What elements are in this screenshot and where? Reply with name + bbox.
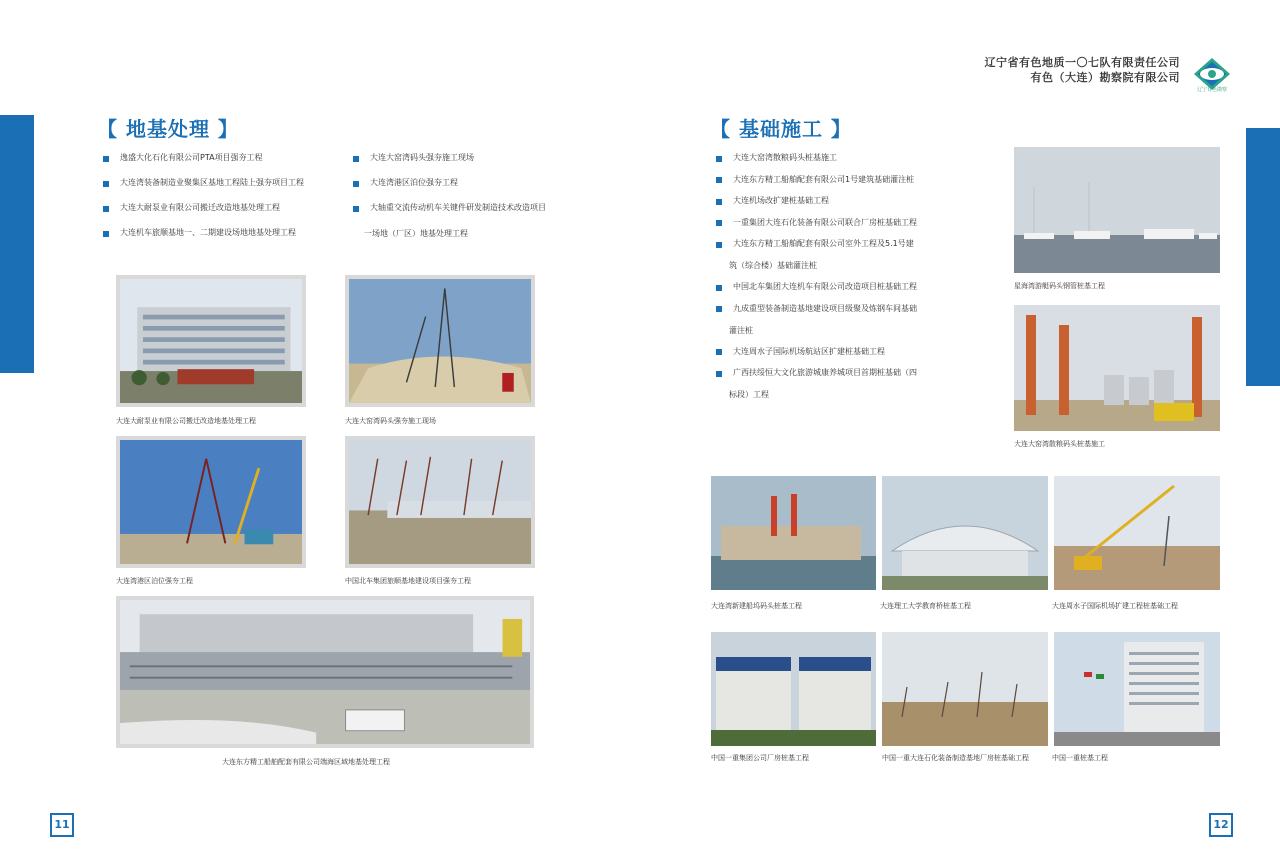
photo-dynamic-compaction-site <box>345 275 535 407</box>
photo-caption: 大连大窑湾码头强夯施工现场 <box>345 417 436 425</box>
photo-caption: 中国一重集团公司厂房桩基工程 <box>711 754 809 762</box>
foundation-treatment-list-col2 <box>353 152 546 215</box>
photo-caption: 中国北车集团旅顺基地建设项目强夯工程 <box>345 577 471 585</box>
photo-cfhi-office-tower <box>1054 632 1220 746</box>
section-title-foundation-construction: 【 基础施工 】 <box>710 117 852 141</box>
list-item-continuation: 一场地（厂区）地基处理工程 <box>364 229 468 238</box>
photo-caption: 大连大耐泵业有限公司搬迁改造地基处理工程 <box>116 417 256 425</box>
company-name-line1: 辽宁省有色地质一〇七队有限责任公司 <box>984 56 1180 69</box>
list-item: 大连大耐泵业有限公司搬迁改造地基处理工程 <box>103 202 304 215</box>
list-item: 大连东方精工船舶配套有限公司室外工程及5.1号建 <box>716 238 917 251</box>
list-item: 大连湾装备制造业聚集区基地工程陆上强夯项目工程 <box>103 177 304 190</box>
photo-cfhi-plant <box>711 632 876 746</box>
photo-caption: 大连湾新建船坞码头桩基工程 <box>711 602 802 610</box>
list-item: 大连周水子国际机场航站区扩建桩基础工程 <box>716 346 917 359</box>
list-item: 大连机车旅顺基地一、二期建设场地地基处理工程 <box>103 227 304 240</box>
photo-caption: 中国一重桩基工程 <box>1052 754 1108 762</box>
list-item: 逸盛大化石化有限公司PTA项目强夯工程 <box>103 152 304 165</box>
list-item: 大连大窑湾散粮码头桩基施工 <box>716 152 917 165</box>
logo-caption: 辽宁有色勘察 <box>1196 87 1227 93</box>
photo-caption: 大连理工大学教育桥桩基工程 <box>880 602 971 610</box>
photo-new-dock <box>711 476 876 590</box>
list-item: 大连湾港区泊位强夯工程 <box>353 177 546 190</box>
photo-caption: 中国一重大连石化装备制造基地厂房桩基础工程 <box>882 754 1029 762</box>
right-accent-bar <box>1246 128 1280 386</box>
list-item: 大轴重交流传动机车关键件研发制造技术改造项目 <box>353 202 546 215</box>
list-item: 中国北车集团大连机车有限公司改造项目桩基础工程 <box>716 281 917 294</box>
photo-shipyard-site <box>116 596 534 748</box>
list-item-continuation: 标段）工程 <box>729 390 769 399</box>
list-item: 大连大窑湾码头强夯施工现场 <box>353 152 546 165</box>
page-number-right: 12 <box>1209 813 1233 837</box>
list-item: 大连机场改扩建桩基础工程 <box>716 195 917 208</box>
photo-grain-terminal-piling <box>1014 305 1220 431</box>
list-item: 一重集团大连石化装备有限公司联合厂房桩基础工程 <box>716 217 917 230</box>
company-name-line2: 有色（大连）勘察院有限公司 <box>1030 71 1180 84</box>
photo-port-compaction <box>116 436 306 568</box>
list-item-continuation: 灌注桩 <box>729 326 753 335</box>
list-item: 广西扶绥恒大文化旅游城康养城项目首期桩基础（四 <box>716 367 917 380</box>
photo-petrochemical-base-piling <box>882 632 1048 746</box>
photo-crane-row <box>345 436 535 568</box>
photo-yacht-marina <box>1014 147 1220 273</box>
photo-caption: 大连湾港区泊位强夯工程 <box>116 577 193 585</box>
photo-caption: 大连周水子国际机场扩建工程桩基础工程 <box>1052 602 1178 610</box>
photo-university-building <box>882 476 1048 590</box>
left-accent-bar <box>0 115 34 373</box>
photo-caption: 大连东方精工船舶配套有限公司端海区域地基处理工程 <box>222 758 390 766</box>
photo-caption: 大连大窑湾散粮码头桩基施工 <box>1014 440 1105 448</box>
list-item-continuation: 筑（综合楼）基础灌注桩 <box>729 261 817 270</box>
photo-airport-expansion <box>1054 476 1220 590</box>
page-number-left: 11 <box>50 813 74 837</box>
section-title-foundation-treatment: 【 地基处理 】 <box>97 117 239 141</box>
foundation-treatment-list-col1 <box>103 152 304 240</box>
list-item: 九成重型装备制造基地建设项目级聚及炼钢车间基础 <box>716 303 917 316</box>
photo-office-building <box>116 275 306 407</box>
list-item: 大连东方精工船舶配套有限公司1号建筑基础灌注桩 <box>716 174 917 187</box>
photo-caption: 星海湾游艇码头钢管桩基工程 <box>1014 282 1105 290</box>
